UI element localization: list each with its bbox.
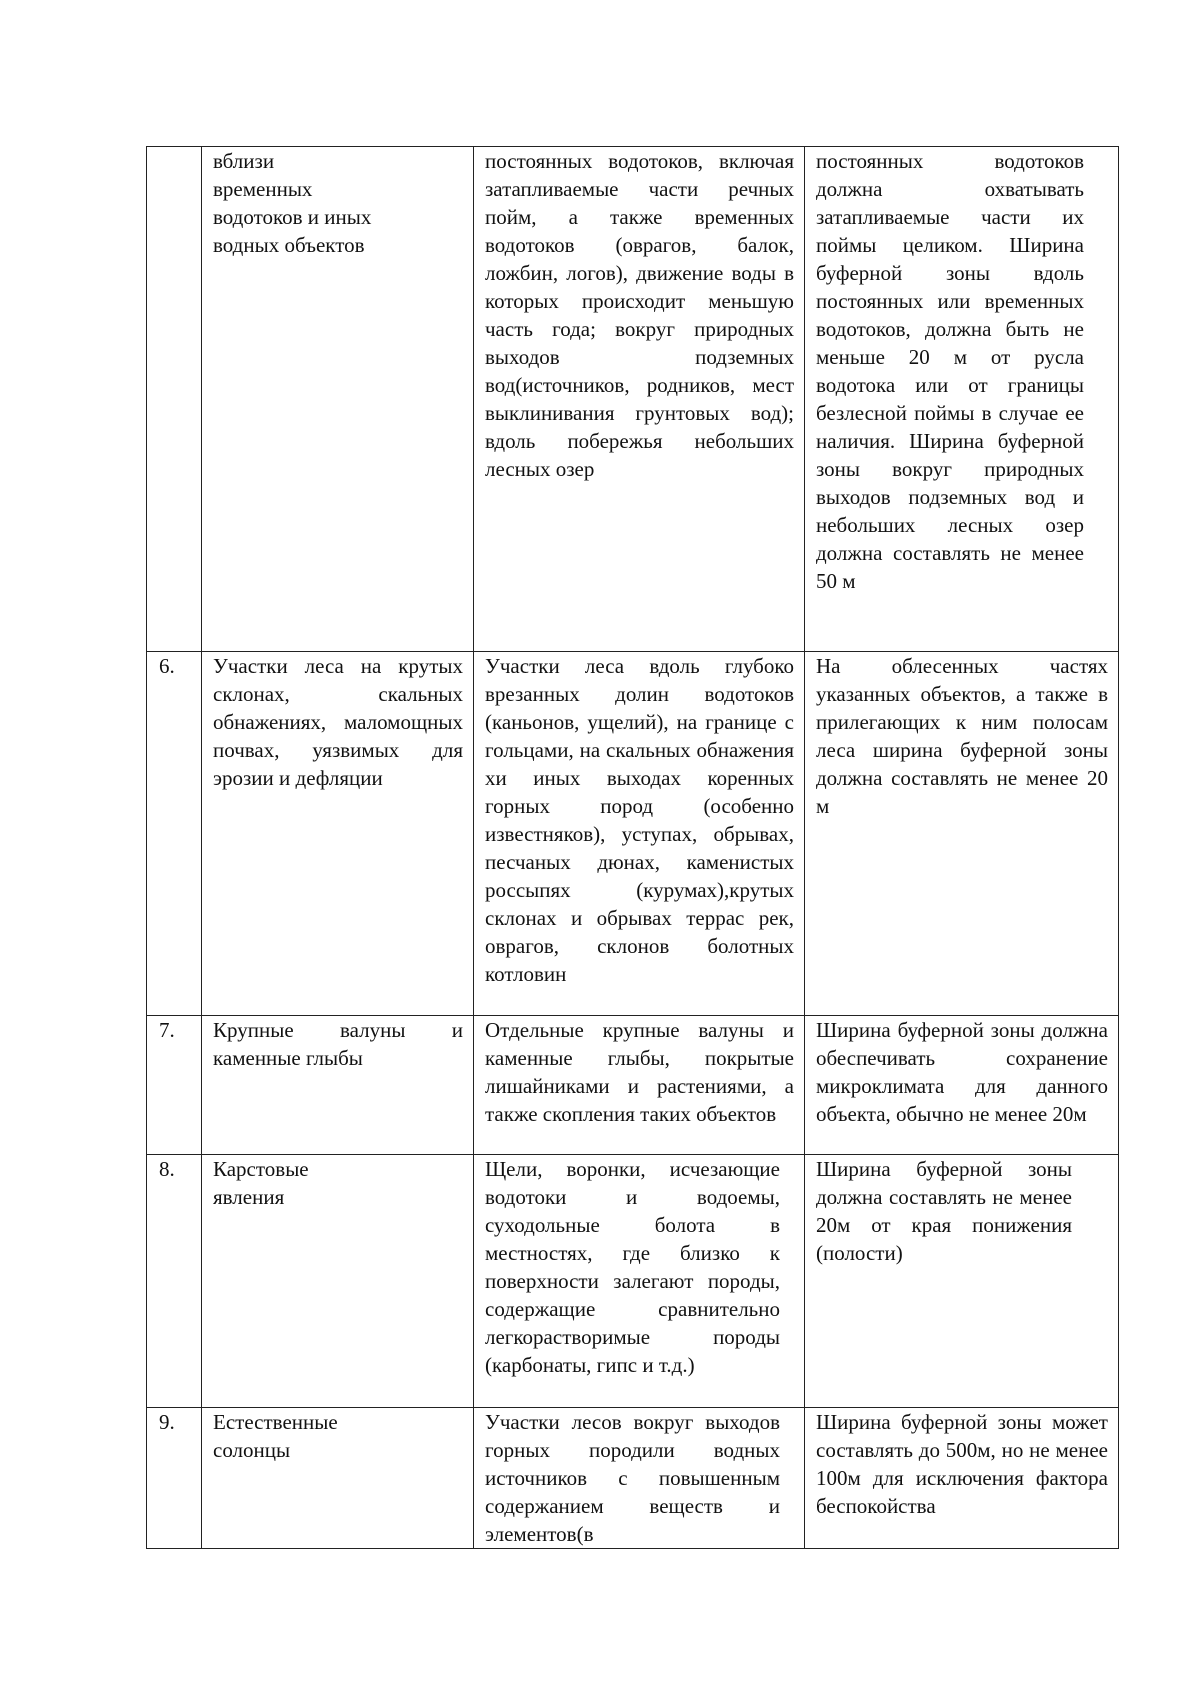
buffer-zone-cell: Ширина буферной зоны должна обеспечивать сохранение микроклимата для данного объекта, обычно не менее 20м	[805, 1016, 1119, 1155]
row-number-cell: 9.	[147, 1408, 202, 1549]
table-row	[147, 652, 1119, 1016]
object-cell: Участки леса на крутых склонах, скальных обнажениях, маломощных почвах, уязвимых для эрозии и дефляции	[202, 652, 474, 1016]
description-cell: постоянных водотоков, включая затапливаемые части речных пойм, а также временных водотоков (оврагов, балок, ложбин, логов), движение воды в которых происходит меньшую часть года; вокруг природных выходов подземных вод(источников, родников, мест выклинивания грунтовых вод); вдоль побережья небольших лесных озер	[474, 147, 805, 652]
object-cell: Естественные солонцы	[202, 1408, 474, 1549]
buffer-zone-table	[146, 146, 1119, 1549]
description-cell: Щели, воронки, исчезающие водотоки и водоемы, суходольные болота в местностях, где близко к поверхности залегают породы, содержащие сравнительно легкорастворимые породы (карбонаты, гипс и т.д.)	[474, 1155, 805, 1408]
table-row	[147, 1016, 1119, 1155]
buffer-zone-cell: Ширина буферной зоны может составлять до 500м, но не менее 100м для исключения фактора беспокойства	[805, 1408, 1119, 1549]
table-row	[147, 1408, 1119, 1549]
row-number-cell: 7.	[147, 1016, 202, 1155]
row-number-cell: 6.	[147, 652, 202, 1016]
description-cell: Участки лесов вокруг выходов горных породили водных источников с повышенным содержанием веществ и элементов(в	[474, 1408, 805, 1549]
object-cell: вблизи временных водотоков и иных водных объектов	[202, 147, 474, 652]
object-cell: Крупные валуны и каменные глыбы	[202, 1016, 474, 1155]
buffer-zone-cell: На облесенных частях указанных объектов, а также в прилегающих к ним полосам леса ширина буферной зоны должна составлять не менее 20 м	[805, 652, 1119, 1016]
table-row	[147, 147, 1119, 652]
description-cell: Участки леса вдоль глубоко врезанных долин водотоков (каньонов, ущелий), на границе с гольцами, на скальных обнажения хи иных выходах коренных горных пород (особенно известняков), уступах, обрывах, песчаных дюнах, каменистых россыпях (курумах),крутых склонах и обрывах террас рек, оврагов, склонов болотных котловин	[474, 652, 805, 1016]
row-number-cell: 8.	[147, 1155, 202, 1408]
row-number-cell	[147, 147, 202, 652]
table-row	[147, 1155, 1119, 1408]
description-cell: Отдельные крупные валуны и каменные глыбы, покрытые лишайниками и растениями, а также скопления таких объектов	[474, 1016, 805, 1155]
buffer-zone-cell: Ширина буферной зоны должна составлять не менее 20м от края понижения (полости)	[805, 1155, 1119, 1408]
object-cell: Карстовые явления	[202, 1155, 474, 1408]
buffer-zone-cell: постоянных водотоков должна охватывать затапливаемые части их поймы целиком. Ширина буферной зоны вдоль постоянных или временных водотоков, должна быть не меньше 20 м от русла водотока или от границы безлесной поймы в случае ее наличия. Ширина буферной зоны вокруг природных выходов подземных вод и небольших лесных озер должна составлять не менее 50 м	[805, 147, 1119, 652]
